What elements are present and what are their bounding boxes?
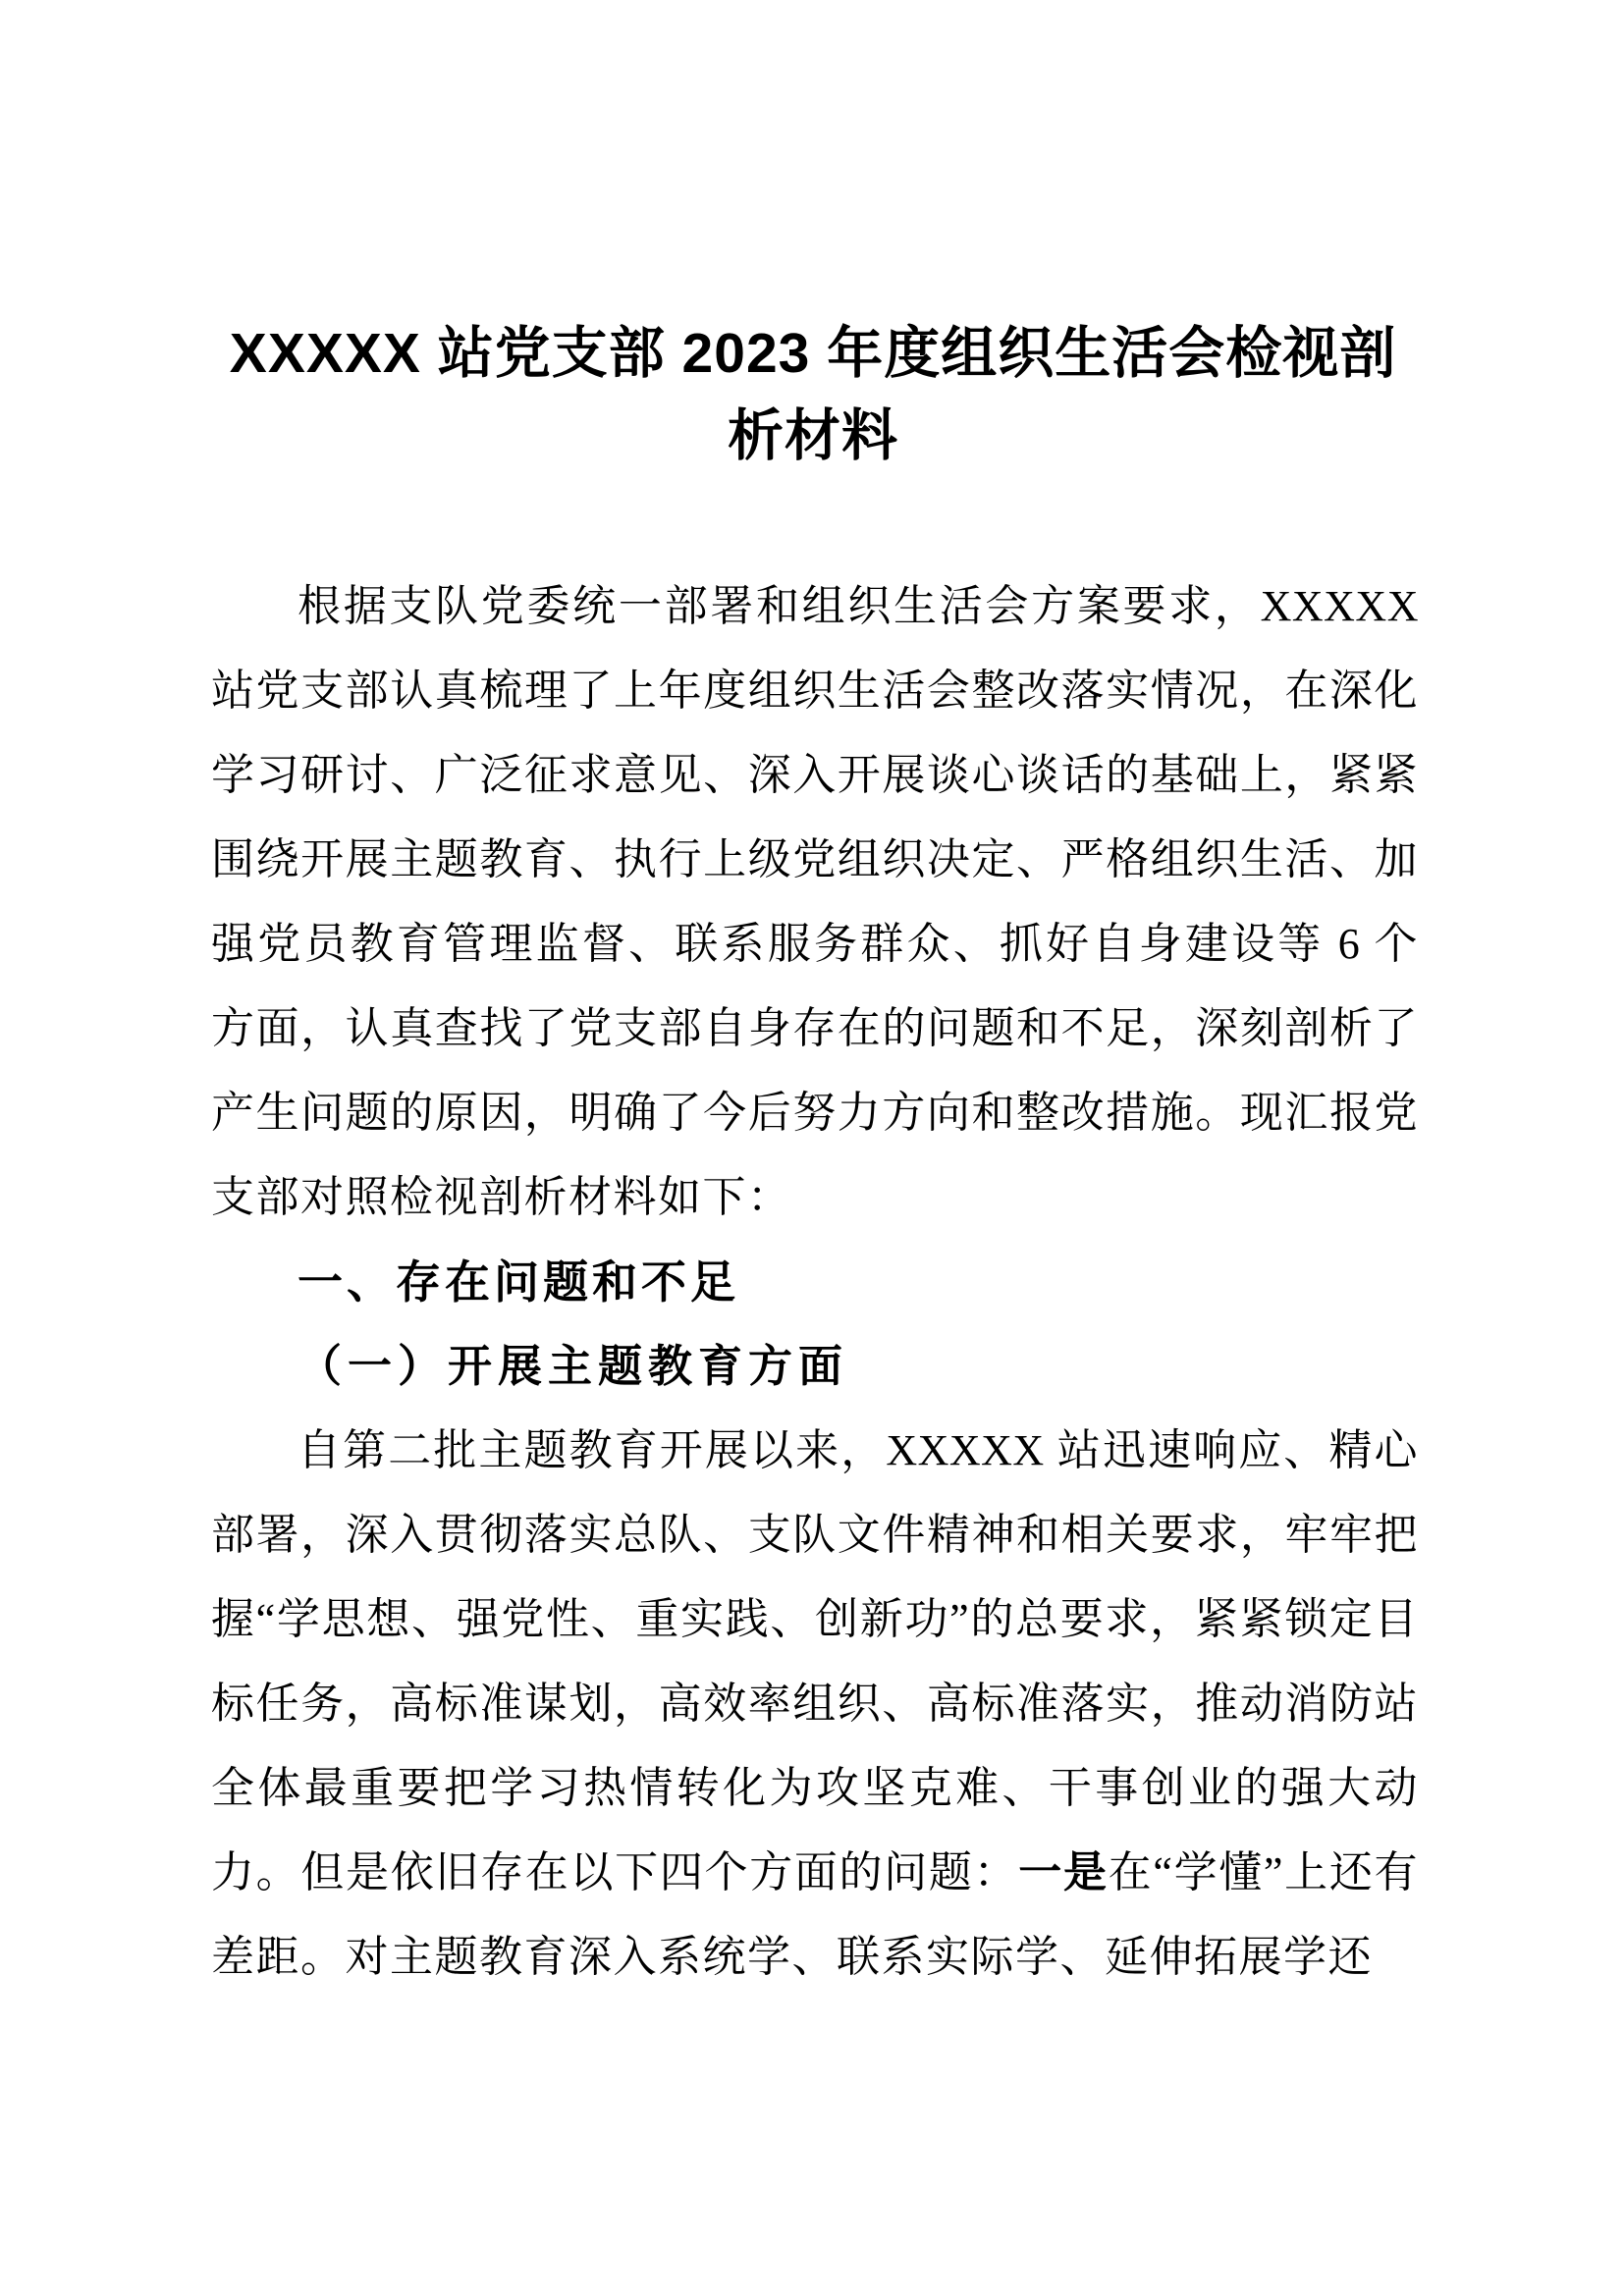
text-run: 站党支部认真梳理了上年度组织生活会整改落实情况，在深化学习研讨、广泛征求意见、深入开展谈心谈话的基础上，紧紧围绕开展主题教育、执行上级党组织决定、严格组织生活、加强党员教育管理监督、联系服务群众、抓好自身建设等 xyxy=(211,667,1419,968)
text-run: 自第二批主题教育开展以来， xyxy=(298,1426,887,1474)
text-run: XXXXX xyxy=(886,1426,1045,1474)
body-paragraph xyxy=(211,564,1419,1240)
text-run: 在“学懂”上还有差距。对主题教育深入系统学、联系实际学、延伸拓展学还 xyxy=(211,1848,1420,1981)
text-run: 个方面，认真查找了党支部自身存在的问题和不足，深刻剖析了产生问题的原因，明确了今后努力方向和整改措施。现汇报党支部对照检视剖析材料如下： xyxy=(211,920,1420,1221)
document-title: XXXXX 站党支部 2023 年度组织生活会检视剖析材料 xyxy=(229,322,1397,467)
section-heading xyxy=(211,1240,1419,1324)
text-run: 6 xyxy=(1337,920,1361,968)
subsection-heading xyxy=(211,1324,1419,1409)
text-run: 根据支队党委统一部署和组织生活会方案要求， xyxy=(298,582,1261,630)
text-run: 站迅速响应、精心部署，深入贯彻落实总队、支队文件精神和相关要求，牢牢把握“学思想、强党性、重实践、创新功”的总要求，紧紧锁定目标任务，高标准谋划，高效率组织、高标准落实，推动消防站全体最重要把学习热情转化为攻坚克难、干事创业的强大动力。但是依旧存在以下四个方面的问题： xyxy=(211,1426,1420,1896)
document-body xyxy=(211,564,1419,2000)
emphasis-text-run: （一）开展主题教育方面 xyxy=(298,1342,849,1391)
text-run: XXXXX xyxy=(1260,582,1419,630)
body-paragraph xyxy=(211,1409,1419,2000)
emphasis-text-run: 一、存在问题和不足 xyxy=(298,1256,739,1308)
emphasis-text-run: 一是 xyxy=(1018,1848,1109,1896)
